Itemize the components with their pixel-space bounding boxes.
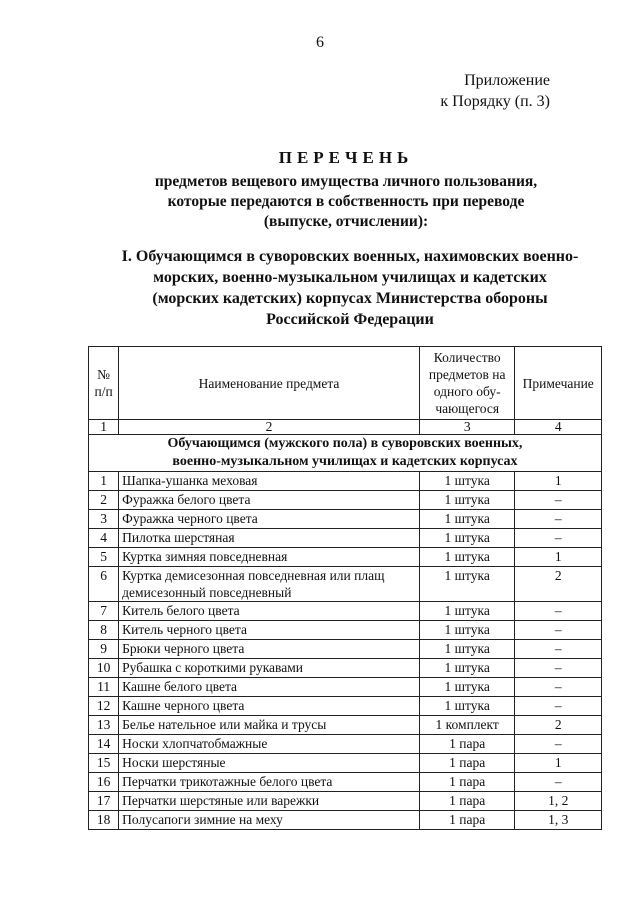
row-item-name: Кашне черного цвета <box>119 697 420 716</box>
row-number: 12 <box>89 697 119 716</box>
column-number: 2 <box>119 420 420 435</box>
column-number: 4 <box>515 420 602 435</box>
row-note: – <box>515 640 602 659</box>
row-quantity: 1 штука <box>419 697 515 716</box>
header-qty: Количество предметов на одного обу-чающегося <box>419 347 515 420</box>
appendix-note <box>440 70 550 112</box>
row-note: – <box>515 510 602 529</box>
row-item-name: Перчатки шерстяные или варежки <box>119 792 420 811</box>
row-quantity: 1 штука <box>419 529 515 548</box>
row-quantity: 1 штука <box>419 472 515 491</box>
row-item-name: Перчатки трикотажные белого цвета <box>119 773 420 792</box>
row-number: 1 <box>89 472 119 491</box>
row-item-name: Китель белого цвета <box>119 602 420 621</box>
row-number: 14 <box>89 735 119 754</box>
row-quantity: 1 штука <box>419 640 515 659</box>
appendix-line-1: Приложение <box>464 72 550 89</box>
row-item-name: Китель черного цвета <box>119 621 420 640</box>
table-row <box>89 697 602 716</box>
row-number: 5 <box>89 548 119 567</box>
section-title-line: (морских кадетских) корпусах Министерства обороны <box>152 290 548 307</box>
subsection-line: Обучающимся (мужского пола) в суворовских военных, <box>167 436 523 451</box>
document-title: ПЕРЕЧЕНЬ <box>278 148 414 167</box>
row-quantity: 1 пара <box>419 735 515 754</box>
row-note: – <box>515 602 602 621</box>
table-row <box>89 510 602 529</box>
subtitle-line: которые передаются в собственность при переводе <box>167 193 525 210</box>
column-number: 3 <box>419 420 515 435</box>
header-num: № п/п <box>89 347 119 420</box>
subsection-heading <box>89 435 602 472</box>
table-row <box>89 472 602 491</box>
row-number: 15 <box>89 754 119 773</box>
row-quantity: 1 штука <box>419 491 515 510</box>
appendix-line-2: к Порядку (п. 3) <box>440 93 550 110</box>
column-number: 1 <box>89 420 119 435</box>
row-note: – <box>515 529 602 548</box>
row-item-name: Носки хлопчатобмажные <box>119 735 420 754</box>
row-item-name: Пилотка шерстяная <box>119 529 420 548</box>
row-note: 2 <box>515 567 602 602</box>
table-row <box>89 548 602 567</box>
row-note: 1, 2 <box>515 792 602 811</box>
row-note: – <box>515 678 602 697</box>
section-title-line: морских, военно-музыкальном училищах и кадетских <box>153 269 547 286</box>
row-note: – <box>515 697 602 716</box>
row-note: 1 <box>515 548 602 567</box>
row-note: – <box>515 491 602 510</box>
row-quantity: 1 штука <box>419 659 515 678</box>
table-row <box>89 735 602 754</box>
header-name: Наименование предмета <box>119 347 420 420</box>
row-item-name: Фуражка белого цвета <box>119 491 420 510</box>
row-note: – <box>515 773 602 792</box>
row-note: 1 <box>515 472 602 491</box>
row-number: 4 <box>89 529 119 548</box>
row-number: 17 <box>89 792 119 811</box>
row-quantity: 1 пара <box>419 754 515 773</box>
table-row <box>89 811 602 830</box>
table-row <box>89 640 602 659</box>
section-title <box>80 246 620 330</box>
table-row <box>89 792 602 811</box>
row-quantity: 1 пара <box>419 792 515 811</box>
row-number: 3 <box>89 510 119 529</box>
row-item-name: Носки шерстяные <box>119 754 420 773</box>
table-row <box>89 491 602 510</box>
row-item-name: Белье нательное или майка и трусы <box>119 716 420 735</box>
row-quantity: 1 штука <box>419 567 515 602</box>
row-note: 2 <box>515 716 602 735</box>
row-number: 6 <box>89 567 119 602</box>
row-number: 11 <box>89 678 119 697</box>
row-item-name: Рубашка с короткими рукавами <box>119 659 420 678</box>
row-item-name: Полусапоги зимние на меху <box>119 811 420 830</box>
row-number: 10 <box>89 659 119 678</box>
row-item-name: Кашне белого цвета <box>119 678 420 697</box>
row-item-name: Шапка-ушанка меховая <box>119 472 420 491</box>
row-item-name: Куртка демисезонная повседневная или плащ демисезонный повседневный <box>119 567 420 602</box>
section-title-line: Российской Федерации <box>266 311 434 328</box>
table-row <box>89 773 602 792</box>
subsection-line: военно-музыкальном училищах и кадетских корпусах <box>172 454 518 469</box>
row-item-name: Куртка зимняя повседневная <box>119 548 420 567</box>
row-number: 8 <box>89 621 119 640</box>
row-number: 18 <box>89 811 119 830</box>
row-note: – <box>515 735 602 754</box>
subsection-row <box>89 435 602 472</box>
document-title-block <box>60 148 632 232</box>
row-note: – <box>515 621 602 640</box>
table-row <box>89 659 602 678</box>
row-item-name: Фуражка черного цвета <box>119 510 420 529</box>
row-quantity: 1 штука <box>419 621 515 640</box>
row-quantity: 1 штука <box>419 548 515 567</box>
table-row <box>89 567 602 602</box>
table-row <box>89 602 602 621</box>
row-item-name: Брюки черного цвета <box>119 640 420 659</box>
row-note: 1, 3 <box>515 811 602 830</box>
row-quantity: 1 штука <box>419 602 515 621</box>
row-number: 9 <box>89 640 119 659</box>
table-row <box>89 716 602 735</box>
page-number: 6 <box>316 34 324 51</box>
row-number: 16 <box>89 773 119 792</box>
table-row <box>89 678 602 697</box>
header-note: Примечание <box>515 347 602 420</box>
row-quantity: 1 комплект <box>419 716 515 735</box>
document-subtitle <box>60 172 632 232</box>
subtitle-line: (выпуске, отчислении): <box>263 213 429 230</box>
row-quantity: 1 штука <box>419 678 515 697</box>
row-number: 2 <box>89 491 119 510</box>
table-body <box>89 472 602 830</box>
row-note: – <box>515 659 602 678</box>
table-row <box>89 529 602 548</box>
table-header-row <box>89 347 602 420</box>
row-note: 1 <box>515 754 602 773</box>
row-quantity: 1 пара <box>419 773 515 792</box>
row-quantity: 1 штука <box>419 510 515 529</box>
subtitle-line: предметов вещевого имущества личного пользования, <box>154 173 538 190</box>
row-quantity: 1 пара <box>419 811 515 830</box>
table-row <box>89 754 602 773</box>
row-number: 13 <box>89 716 119 735</box>
table-row <box>89 621 602 640</box>
section-title-line: I. Обучающимся в суворовских военных, нахимовских военно- <box>121 248 579 265</box>
column-number-row <box>89 420 602 435</box>
items-table <box>88 346 602 830</box>
row-number: 7 <box>89 602 119 621</box>
